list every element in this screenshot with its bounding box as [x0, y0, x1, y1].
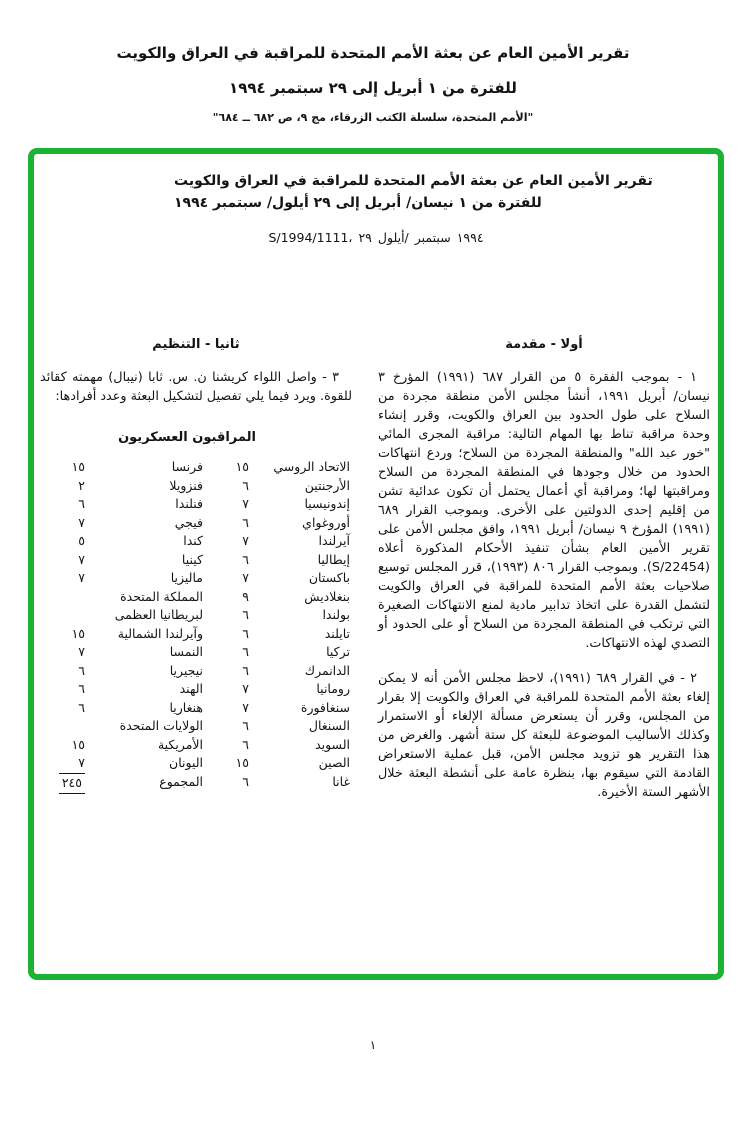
country-cell: فنلندا — [175, 496, 203, 511]
document-title-line2: للفترة من ١ نيسان/ أبريل إلى ٢٩ أيلول/ سبتمبر ١٩٩٤ — [174, 195, 542, 211]
count-cell: ٧ — [78, 551, 85, 567]
country-cell: إندونيسيا — [304, 496, 350, 511]
document-title-line1: تقرير الأمين العام عن بعثة الأمم المتحدة للمراقبة في العراق والكويت — [174, 173, 653, 189]
count-cell: ٧ — [78, 755, 85, 770]
country-cell: السويد — [315, 736, 350, 752]
total-count-cell — [37, 773, 85, 795]
country-cell: نيجيريا — [169, 662, 203, 678]
country-cell: الأمريكية — [157, 736, 203, 752]
count-cell: ٥ — [78, 533, 85, 548]
country-cell: هنغاريا — [169, 699, 203, 715]
page-number: ١ — [369, 1038, 377, 1052]
country-cell: وآيرلندا الشمالية — [117, 625, 203, 641]
country-cell: سنغافورة — [300, 699, 350, 715]
organization-heading: ثانيا - التنظيم — [152, 337, 240, 352]
country-cell: فنزويلا — [169, 477, 203, 493]
count-cell: ١٥ — [71, 625, 85, 641]
page-header — [0, 44, 746, 124]
document-date-year: ١٩٩٤ — [456, 230, 484, 245]
country-cell: فرنسا — [171, 459, 203, 474]
country-cell: الولايات المتحدة — [119, 718, 203, 733]
country-cell: اليونان — [169, 755, 203, 770]
organization-paragraph: ٣ - واصل اللواء كريشنا ن. س. ثابا (نيبال) مهمته كقائد للقوة. ويرد فيما يلي تفصيل لتشكيل البعثة وعدد أفرادها: — [40, 370, 352, 404]
total-value: ٢٤٥ — [59, 773, 85, 795]
document-title — [174, 170, 706, 214]
section-organization — [40, 337, 352, 818]
count-cell: ٦ — [242, 551, 249, 567]
count-cell: ٧ — [78, 570, 85, 585]
count-cell: ٢ — [78, 477, 85, 493]
country-cell: رومانيا — [316, 681, 350, 696]
country-cell: فيجي — [174, 514, 203, 530]
document-symbol: S/1994/1111، — [268, 230, 353, 245]
count-cell: ١٥ — [71, 736, 85, 752]
country-cell: كندا — [183, 533, 203, 548]
document-symbol-line — [34, 230, 718, 245]
country-cell: الصين — [318, 755, 350, 770]
country-cell: تركيا — [326, 644, 350, 659]
count-cell: ٧ — [78, 514, 85, 530]
country-cell: آيرلندا — [318, 533, 350, 548]
count-cell: ١٥ — [235, 755, 249, 770]
country-cell: تايلند — [324, 625, 350, 641]
country-cell: الاتحاد الروسي — [273, 459, 350, 474]
count-cell: ٦ — [242, 644, 249, 659]
country-cell: السنغال — [308, 718, 350, 733]
count-cell: ٦ — [242, 625, 249, 641]
count-cell: ٩ — [242, 588, 249, 604]
count-cell: ٦ — [242, 773, 249, 789]
count-cell: ٦ — [242, 662, 249, 678]
count-cell: ٦ — [78, 681, 85, 696]
document-date-day: ٢٩ — [358, 230, 372, 245]
count-cell: ٦ — [242, 607, 249, 622]
count-cell: ١٥ — [235, 459, 249, 474]
count-cell: ٧ — [242, 681, 249, 696]
country-cell: الدانمرك — [304, 662, 350, 678]
country-cell: غانا — [332, 773, 350, 789]
total-label-cell: المجموع — [159, 773, 203, 789]
count-cell: ٦ — [242, 477, 249, 493]
country-cell: الهند — [179, 681, 203, 696]
country-cell: بولندا — [322, 607, 350, 622]
count-cell — [37, 606, 85, 625]
document-date-month: سبتمبر — [414, 230, 451, 245]
country-cell: باكستان — [308, 570, 350, 585]
intro-heading: أولا - مقدمة — [505, 337, 583, 352]
count-cell: ٦ — [242, 514, 249, 530]
country-cell: المملكة المتحدة — [120, 588, 203, 604]
count-cell — [37, 588, 85, 607]
section-intro — [378, 337, 710, 818]
two-column-body — [40, 337, 710, 818]
country-cell: كينيا — [181, 551, 203, 567]
observers-table — [40, 458, 350, 794]
count-cell: ٦ — [242, 718, 249, 733]
country-cell: الأرجنتين — [304, 477, 350, 493]
intro-paragraph-1: ١ - بموجب الفقرة ٥ من القرار ٦٨٧ (١٩٩١) المؤرخ ٣ نيسان/ أبريل ١٩٩١، أنشأ مجلس الأمن منطقة مجردة من السلاح على طول الحدود بين العراق والكويت، وقرر إنشاء وحدة مراقبة تناط بها المهام التالية: مراقبة المجرى المائي "خور عبد الله" والمنطقة المجردة من السلاح؛ وردع انتهاكات الحدود من خلال وجودها في المنطقة المجردة من السلاح ومراقبتها لها؛ ومراقبة أي أعمال يحتمل أن تكون عدائية تشن من إقليم إحدى الدولتين على الأخرى. وبموجب القرار ٦٨٩ (١٩٩١) المؤرخ ٩ نيسان/ أبريل ١٩٩١، وافق مجلس الأمن على تقرير الأمين العام بشأن تنفيذ الأحكام المذكورة أعلاه (S/22454). وبموجب القرار ٨٠٦ (١٩٩٣)، قرر المجلس توسيع صلاحيات بعثة الأمم المتحدة للمراقبة في العراق والكويت لتشمل القدرة على اتخاذ تدابير مادية لمنع الانتهاكات الصغيرة التي ترتكب في المنطقة المجردة من السلاح أو على الحدود أو التصدي لهذه الانتهاكات. — [378, 370, 711, 651]
document-date-month-arabic: أيلول/ — [377, 230, 409, 245]
count-cell: ٧ — [78, 644, 85, 659]
count-cell — [37, 717, 85, 736]
header-source-note: "الأمم المتحدة، سلسلة الكتب الزرقاء، مج ٩، ص ٦٨٢ ــ ٦٨٤" — [212, 111, 534, 124]
count-cell: ٦ — [78, 662, 85, 678]
country-cell: لبريطانيا العظمى — [114, 607, 203, 622]
header-title-line1: تقرير الأمين العام عن بعثة الأمم المتحدة للمراقبة في العراق والكويت — [116, 44, 630, 62]
count-cell: ٧ — [242, 533, 249, 548]
count-cell: ٦ — [78, 496, 85, 511]
intro-paragraph-2: ٢ - في القرار ٦٨٩ (١٩٩١)، لاحظ مجلس الأمن أنه لا يمكن إلغاء بعثة الأمم المتحدة للمراقبة في العراق والكويت إلا بقرار من المجلس، وقرر أن يستعرض مسألة الإلغاء أو الاستمرار وكذلك الأساليب الموضوعة للبعثة كل ستة أشهر. والغرض من هذا التقرير هو تزويد مجلس الأمن، قبل عملية الاستعراض القادمة التي سيقوم بها، بنظرة عامة على أنشطة البعثة خلال الأشهر الستة الأخيرة. — [378, 671, 710, 800]
count-cell: ٦ — [78, 699, 85, 715]
country-cell: النمسا — [169, 644, 203, 659]
country-cell: بنغلاديش — [304, 588, 350, 604]
count-cell: ٧ — [242, 570, 249, 585]
document-frame — [28, 148, 724, 980]
military-observers-title: المراقبون العسكريون — [118, 430, 256, 445]
count-cell: ٦ — [242, 736, 249, 752]
country-cell: أوروغواي — [302, 514, 350, 530]
country-cell: إيطاليا — [317, 551, 350, 567]
country-cell: ماليزيا — [170, 570, 203, 585]
count-cell: ٧ — [242, 496, 249, 511]
count-cell: ٧ — [242, 699, 249, 715]
header-title-line2: للفترة من ١ أبريل إلى ٢٩ سبتمبر ١٩٩٤ — [229, 79, 517, 97]
count-cell: ١٥ — [71, 459, 85, 474]
